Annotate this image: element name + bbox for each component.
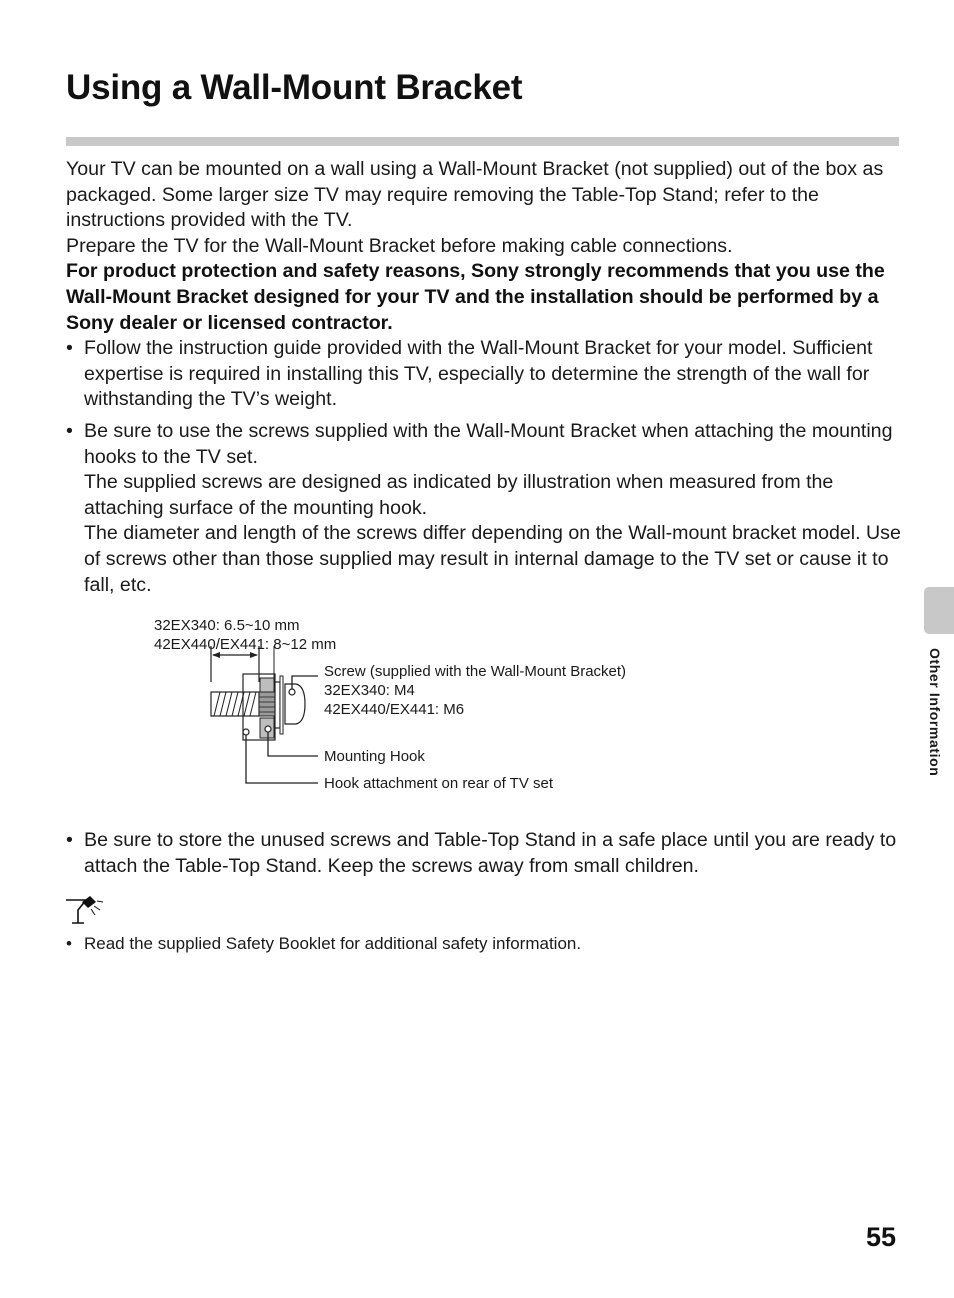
section-tab-label: Other Information xyxy=(927,648,943,777)
list-item-text: The diameter and length of the screws differ depending on the Wall-mount bracket model. Use of screws other than those supplied may result in internal damage to the TV set or cause it to fall, etc. xyxy=(84,522,901,596)
list-item-text: The supplied screws are designed as indicated by illustration when measured from the attaching surface of the mounting hook. xyxy=(84,471,834,519)
screw-size-label-2: 42EX440/EX441: M6 xyxy=(324,701,465,718)
list-item xyxy=(66,828,902,879)
list-item-text: Be sure to use the screws supplied with the Wall-Mount Bracket when attaching the mounting hooks to the TV set. xyxy=(84,419,893,468)
tip-note xyxy=(66,933,902,961)
screw-length-label-1: 32EX340: 6.5~10 mm xyxy=(154,617,300,634)
main-content xyxy=(66,157,902,604)
title-rule xyxy=(66,137,899,146)
section-tab xyxy=(924,587,954,634)
tip-lamp-icon xyxy=(64,896,104,928)
list-item xyxy=(66,933,902,955)
instruction-list xyxy=(66,336,902,598)
tip-text: Read the supplied Safety Booklet for additional safety information. xyxy=(84,934,582,953)
screw-size-label-1: 32EX340: M4 xyxy=(324,682,415,699)
instruction-list xyxy=(66,828,902,879)
tip-list xyxy=(66,933,902,955)
screw-length-label-2: 42EX440/EX441: 8~12 mm xyxy=(154,636,337,653)
screw-label: Screw (supplied with the Wall-Mount Bracket) xyxy=(324,663,627,680)
page-number: 55 xyxy=(866,1222,897,1252)
storage-note xyxy=(66,828,902,885)
list-item-text: Be sure to store the unused screws and Table-Top Stand in a safe place until you are ready to attach the Table-Top Stand. Keep the screws away from small children. xyxy=(84,829,897,877)
list-item xyxy=(66,336,902,413)
intro-paragraph-2: Prepare the TV for the Wall-Mount Bracket before making cable connections. xyxy=(66,234,733,257)
safety-warning: For product protection and safety reasons, Sony strongly recommends that you use the Wall-Mount Bracket designed for your TV and the installation should be performed by a Sony dealer or licensed contractor. xyxy=(66,260,885,334)
page-title: Using a Wall-Mount Bracket xyxy=(66,68,523,107)
hook-attachment-label: Hook attachment on rear of TV set xyxy=(324,775,554,792)
mounting-hook-label: Mounting Hook xyxy=(324,748,425,765)
screw-diagram xyxy=(150,612,710,802)
list-item xyxy=(66,419,902,598)
intro-paragraph-1: Your TV can be mounted on a wall using a Wall-Mount Bracket (not supplied) out of the box as packaged. Some larger size TV may require removing the Table-Top Stand; refer to the instructions provided with the TV. xyxy=(66,158,884,232)
list-item-text: Follow the instruction guide provided with the Wall-Mount Bracket for your model. Sufficient expertise is required in installing this TV, especially to determine the strength of the wall for withstanding the TV’s weight. xyxy=(84,337,873,411)
